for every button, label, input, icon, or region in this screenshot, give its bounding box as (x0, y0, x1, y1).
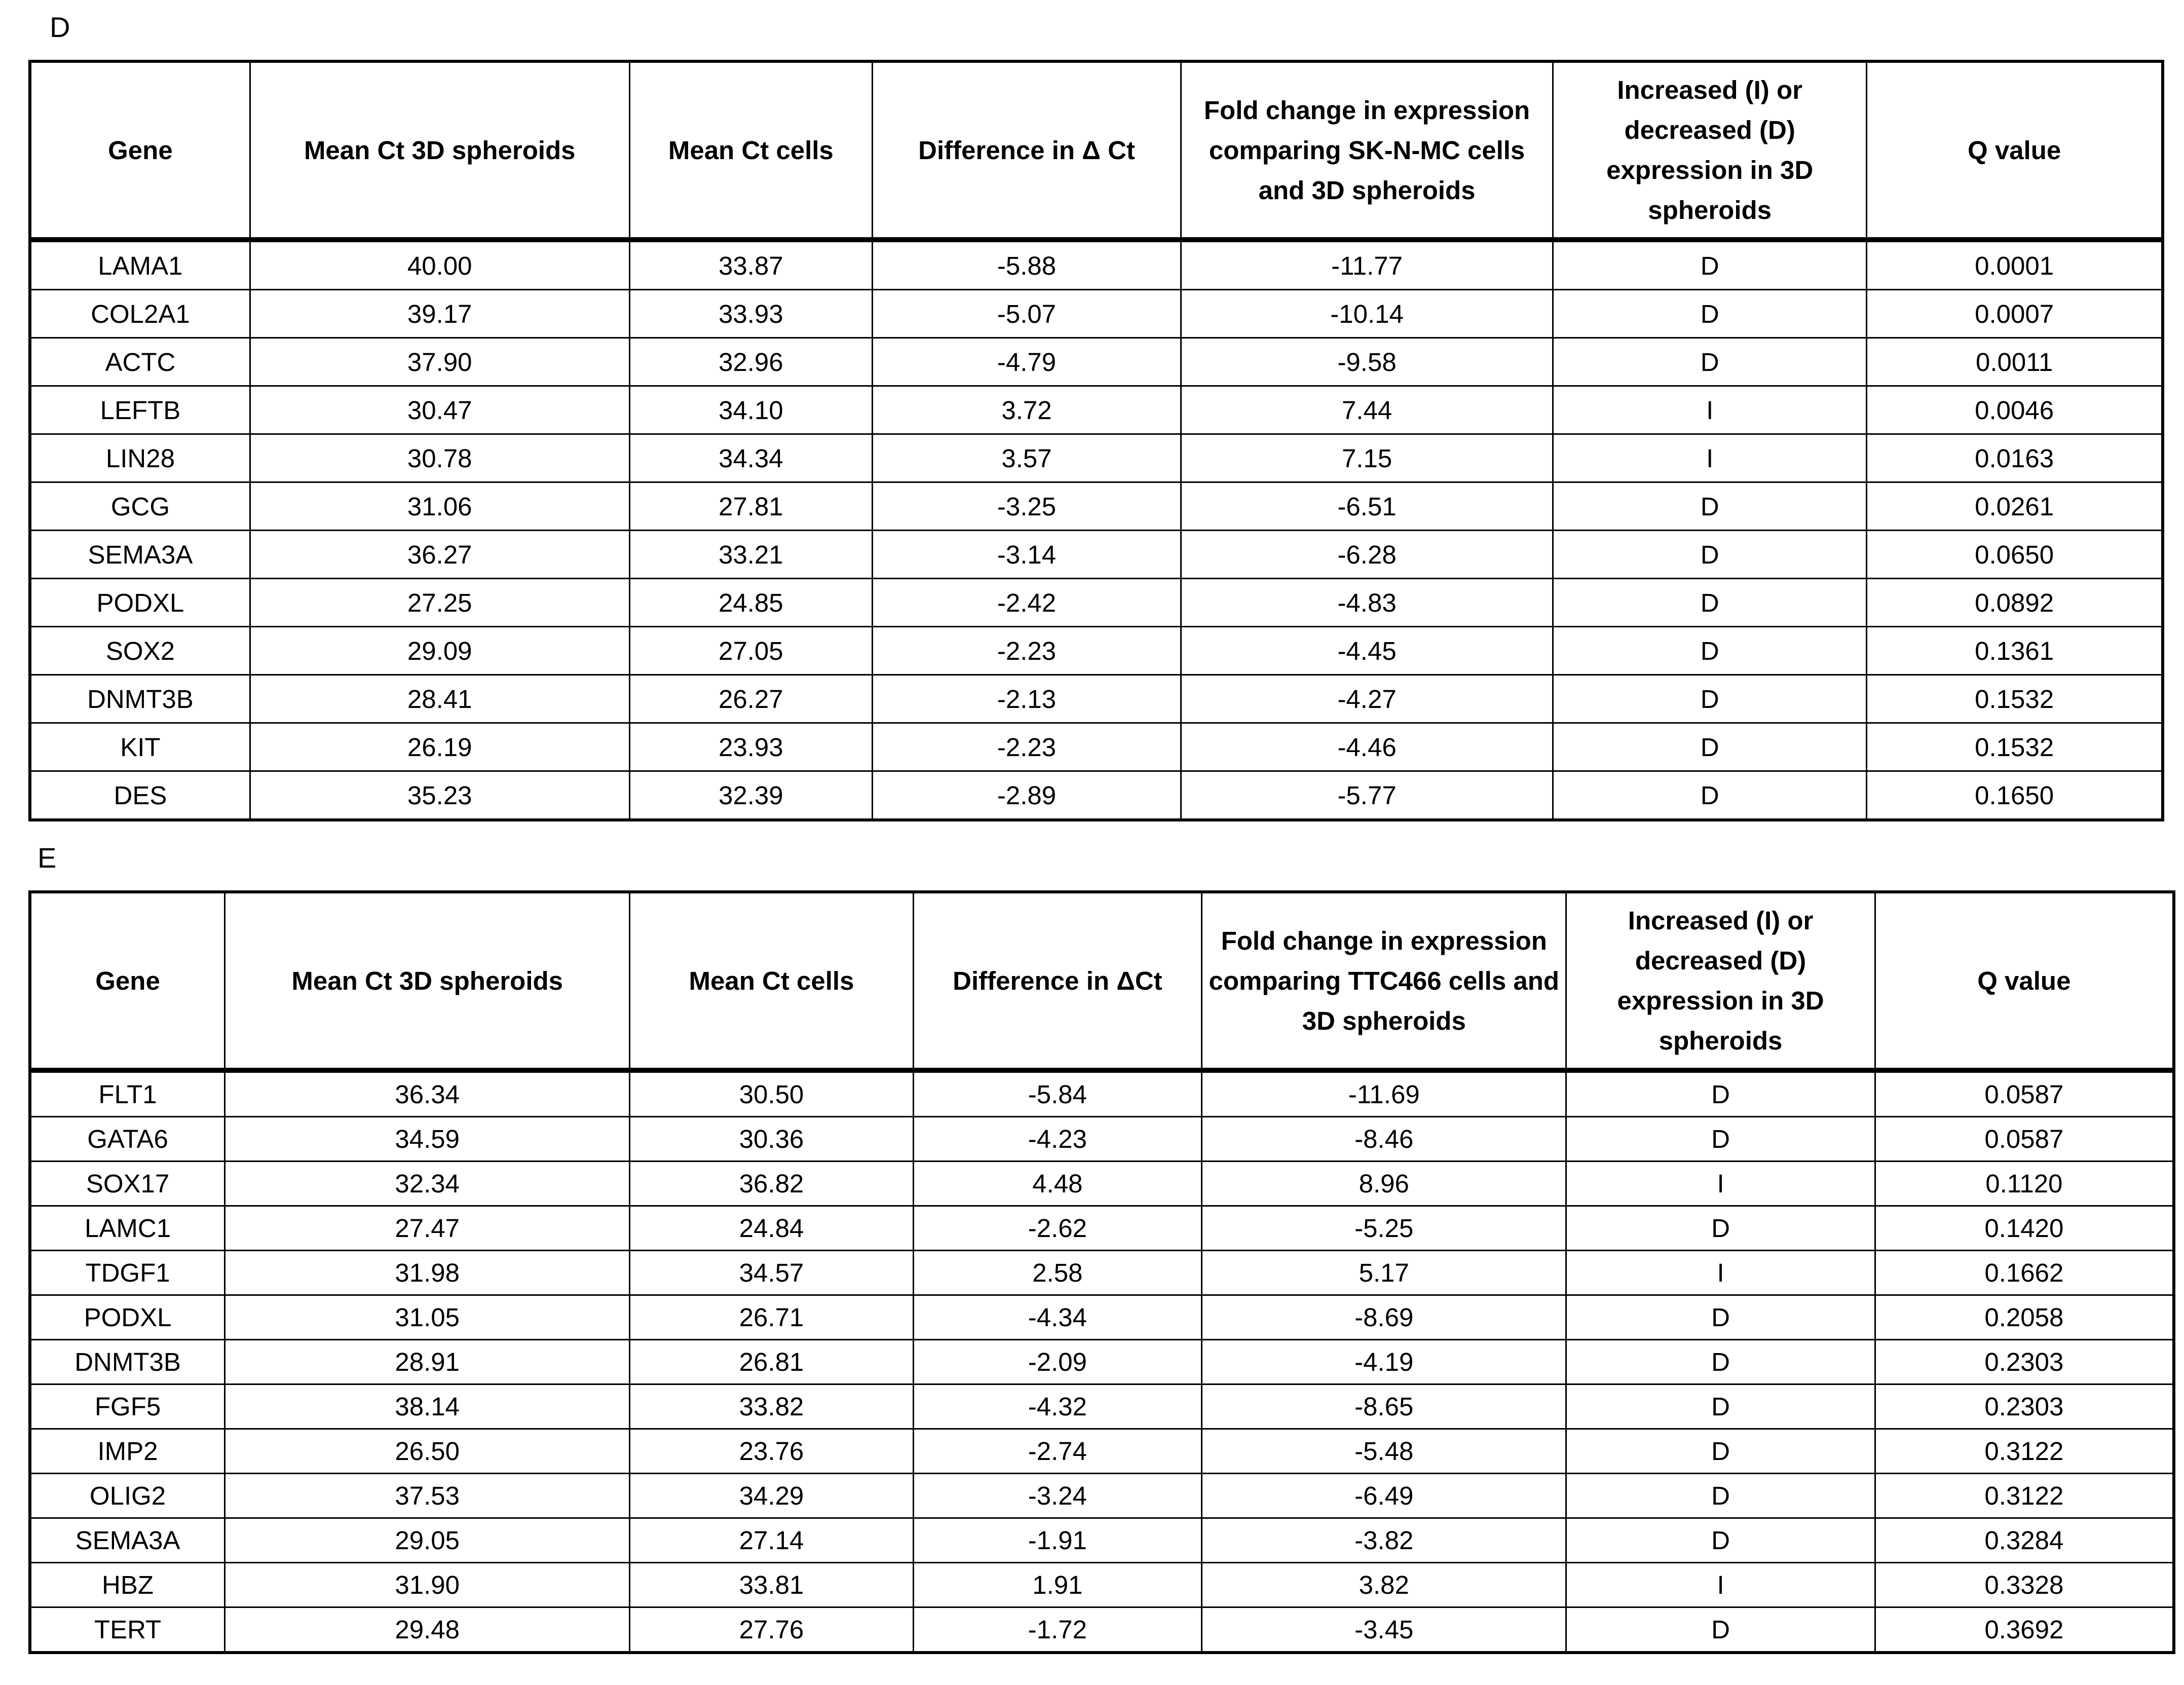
value-cell: 23.76 (630, 1429, 913, 1474)
table-row (30, 1518, 2174, 1563)
value-cell: 27.81 (629, 482, 872, 531)
value-cell: -9.58 (1181, 338, 1553, 386)
value-cell: I (1553, 434, 1867, 482)
value-cell: D (1553, 531, 1867, 579)
value-cell: 34.57 (630, 1251, 913, 1295)
value-cell: -3.14 (873, 531, 1181, 579)
column-header: Mean Ct 3D spheroids (225, 892, 630, 1070)
value-cell: -4.83 (1181, 579, 1553, 627)
table-row (30, 579, 2163, 627)
column-header: Fold change in expression comparing TTC466 cells and 3D spheroids (1202, 892, 1566, 1070)
value-cell: 0.3284 (1875, 1518, 2174, 1563)
table-row (30, 627, 2163, 675)
value-cell: 7.15 (1181, 434, 1553, 482)
value-cell: 32.39 (629, 771, 872, 820)
value-cell: D (1553, 675, 1867, 723)
value-cell: 0.0261 (1867, 482, 2163, 531)
value-cell: 27.05 (629, 627, 872, 675)
value-cell: 27.76 (630, 1607, 913, 1653)
value-cell: 1.91 (913, 1563, 1201, 1607)
gene-name-cell: DES (30, 771, 250, 820)
value-cell: -4.34 (913, 1295, 1201, 1340)
value-cell: 34.59 (225, 1117, 630, 1162)
value-cell: 0.3328 (1875, 1563, 2174, 1607)
value-cell: -5.88 (873, 240, 1181, 290)
value-cell: 33.21 (629, 531, 872, 579)
gene-name-cell: KIT (30, 723, 250, 771)
gene-name-cell: SEMA3A (30, 1518, 225, 1563)
gene-name-cell: SOX17 (30, 1162, 225, 1206)
value-cell: 3.57 (873, 434, 1181, 482)
value-cell: -8.69 (1202, 1295, 1566, 1340)
value-cell: 0.1662 (1875, 1251, 2174, 1295)
panel-d (28, 13, 2166, 821)
value-cell: 24.85 (629, 579, 872, 627)
table-row (30, 1070, 2174, 1117)
value-cell: 36.27 (250, 531, 629, 579)
gene-name-cell: LAMC1 (30, 1206, 225, 1251)
column-header: Gene (30, 892, 225, 1070)
table-row (30, 1429, 2174, 1474)
value-cell: 31.90 (225, 1563, 630, 1607)
gene-name-cell: FLT1 (30, 1070, 225, 1117)
table-row (30, 386, 2163, 434)
value-cell: 0.0046 (1867, 386, 2163, 434)
value-cell: 0.0650 (1867, 531, 2163, 579)
value-cell: 28.41 (250, 675, 629, 723)
gene-name-cell: DNMT3B (30, 675, 250, 723)
value-cell: 0.1120 (1875, 1162, 2174, 1206)
gene-name-cell: SEMA3A (30, 531, 250, 579)
value-cell: 0.0587 (1875, 1070, 2174, 1117)
value-cell: 8.96 (1202, 1162, 1566, 1206)
value-cell: 30.36 (630, 1117, 913, 1162)
value-cell: -2.13 (873, 675, 1181, 723)
value-cell: 0.3122 (1875, 1474, 2174, 1518)
value-cell: 33.87 (629, 240, 872, 290)
value-cell: -4.46 (1181, 723, 1553, 771)
value-cell: -1.72 (913, 1607, 1201, 1653)
header-row (30, 61, 2163, 240)
gene-name-cell: LIN28 (30, 434, 250, 482)
value-cell: D (1566, 1070, 1875, 1117)
value-cell: -6.49 (1202, 1474, 1566, 1518)
panel-e-table-header (30, 892, 2174, 1070)
value-cell: D (1553, 482, 1867, 531)
table-row (30, 1206, 2174, 1251)
value-cell: 26.50 (225, 1429, 630, 1474)
value-cell: D (1566, 1607, 1875, 1653)
value-cell: D (1566, 1295, 1875, 1340)
value-cell: -8.65 (1202, 1384, 1566, 1429)
value-cell: I (1553, 386, 1867, 434)
value-cell: 31.06 (250, 482, 629, 531)
value-cell: D (1553, 771, 1867, 820)
gene-name-cell: ACTC (30, 338, 250, 386)
table-row (30, 1117, 2174, 1162)
value-cell: 0.0007 (1867, 290, 2163, 338)
value-cell: 27.25 (250, 579, 629, 627)
value-cell: D (1566, 1518, 1875, 1563)
value-cell: 0.0011 (1867, 338, 2163, 386)
value-cell: -2.74 (913, 1429, 1201, 1474)
gene-name-cell: LAMA1 (30, 240, 250, 290)
value-cell: -5.25 (1202, 1206, 1566, 1251)
column-header: Increased (I) or decreased (D) expression in 3D spheroids (1566, 892, 1875, 1070)
value-cell: 30.78 (250, 434, 629, 482)
value-cell: D (1553, 627, 1867, 675)
value-cell: 36.82 (630, 1162, 913, 1206)
value-cell: 0.1361 (1867, 627, 2163, 675)
value-cell: 29.09 (250, 627, 629, 675)
value-cell: -2.09 (913, 1340, 1201, 1384)
value-cell: 0.1532 (1867, 723, 2163, 771)
gene-name-cell: DNMT3B (30, 1340, 225, 1384)
value-cell: D (1566, 1206, 1875, 1251)
gene-name-cell: GCG (30, 482, 250, 531)
value-cell: D (1566, 1474, 1875, 1518)
panel-e-table (28, 890, 2175, 1654)
value-cell: 26.81 (630, 1340, 913, 1384)
value-cell: -4.79 (873, 338, 1181, 386)
value-cell: D (1566, 1340, 1875, 1384)
value-cell: -10.14 (1181, 290, 1553, 338)
value-cell: 0.3122 (1875, 1429, 2174, 1474)
column-header: Difference in Δ Ct (873, 61, 1181, 240)
value-cell: 0.2058 (1875, 1295, 2174, 1340)
value-cell: 31.05 (225, 1295, 630, 1340)
value-cell: 3.72 (873, 386, 1181, 434)
value-cell: 33.93 (629, 290, 872, 338)
column-header: Q value (1867, 61, 2163, 240)
table-row (30, 1474, 2174, 1518)
gene-name-cell: IMP2 (30, 1429, 225, 1474)
gene-name-cell: SOX2 (30, 627, 250, 675)
header-row (30, 892, 2174, 1070)
table-row (30, 338, 2163, 386)
value-cell: 3.82 (1202, 1563, 1566, 1607)
value-cell: 33.82 (630, 1384, 913, 1429)
table-row (30, 723, 2163, 771)
value-cell: 36.34 (225, 1070, 630, 1117)
value-cell: -5.77 (1181, 771, 1553, 820)
table-row (30, 1384, 2174, 1429)
value-cell: D (1566, 1429, 1875, 1474)
value-cell: 0.2303 (1875, 1340, 2174, 1384)
gene-name-cell: LEFTB (30, 386, 250, 434)
value-cell: 7.44 (1181, 386, 1553, 434)
column-header: Difference in ΔCt (913, 892, 1201, 1070)
value-cell: -3.24 (913, 1474, 1201, 1518)
gene-name-cell: PODXL (30, 1295, 225, 1340)
value-cell: -4.19 (1202, 1340, 1566, 1384)
value-cell: 26.71 (630, 1295, 913, 1340)
value-cell: 37.90 (250, 338, 629, 386)
gene-name-cell: COL2A1 (30, 290, 250, 338)
gene-name-cell: PODXL (30, 579, 250, 627)
value-cell: -4.32 (913, 1384, 1201, 1429)
value-cell: 0.1532 (1867, 675, 2163, 723)
value-cell: -6.51 (1181, 482, 1553, 531)
value-cell: -3.45 (1202, 1607, 1566, 1653)
value-cell: -5.07 (873, 290, 1181, 338)
value-cell: 0.0587 (1875, 1117, 2174, 1162)
table-row (30, 240, 2163, 290)
value-cell: -11.69 (1202, 1070, 1566, 1117)
value-cell: 34.10 (629, 386, 872, 434)
value-cell: 0.0001 (1867, 240, 2163, 290)
gene-name-cell: GATA6 (30, 1117, 225, 1162)
value-cell: 35.23 (250, 771, 629, 820)
value-cell: 32.34 (225, 1162, 630, 1206)
value-cell: -2.89 (873, 771, 1181, 820)
gene-name-cell: HBZ (30, 1563, 225, 1607)
value-cell: 30.47 (250, 386, 629, 434)
table-row (30, 675, 2163, 723)
table-row (30, 1563, 2174, 1607)
value-cell: 0.1420 (1875, 1206, 2174, 1251)
gene-name-cell: TERT (30, 1607, 225, 1653)
value-cell: -3.25 (873, 482, 1181, 531)
value-cell: 29.48 (225, 1607, 630, 1653)
value-cell: 34.34 (629, 434, 872, 482)
value-cell: -11.77 (1181, 240, 1553, 290)
table-row (30, 1340, 2174, 1384)
value-cell: 37.53 (225, 1474, 630, 1518)
value-cell: -3.82 (1202, 1518, 1566, 1563)
value-cell: 0.3692 (1875, 1607, 2174, 1653)
value-cell: -6.28 (1181, 531, 1553, 579)
gene-name-cell: FGF5 (30, 1384, 225, 1429)
gene-name-cell: OLIG2 (30, 1474, 225, 1518)
value-cell: 28.91 (225, 1340, 630, 1384)
value-cell: 27.47 (225, 1206, 630, 1251)
table-row (30, 531, 2163, 579)
value-cell: -4.27 (1181, 675, 1553, 723)
value-cell: 31.98 (225, 1251, 630, 1295)
panel-d-label: D (50, 11, 70, 43)
value-cell: -2.62 (913, 1206, 1201, 1251)
column-header: Increased (I) or decreased (D) expression in 3D spheroids (1553, 61, 1867, 240)
column-header: Gene (30, 61, 250, 240)
panel-d-table-header (30, 61, 2163, 240)
value-cell: -2.23 (873, 627, 1181, 675)
value-cell: -1.91 (913, 1518, 1201, 1563)
value-cell: D (1553, 338, 1867, 386)
value-cell: -4.23 (913, 1117, 1201, 1162)
value-cell: -2.42 (873, 579, 1181, 627)
panel-e-table-body (30, 1070, 2174, 1653)
table-row (30, 1162, 2174, 1206)
column-header: Fold change in expression comparing SK-N-MC cells and 3D spheroids (1181, 61, 1553, 240)
value-cell: 24.84 (630, 1206, 913, 1251)
panel-e-label: E (37, 842, 57, 874)
value-cell: 2.58 (913, 1251, 1201, 1295)
value-cell: 39.17 (250, 290, 629, 338)
value-cell: -5.48 (1202, 1429, 1566, 1474)
gene-name-cell: TDGF1 (30, 1251, 225, 1295)
value-cell: -4.45 (1181, 627, 1553, 675)
value-cell: 32.96 (629, 338, 872, 386)
value-cell: 26.19 (250, 723, 629, 771)
table-row (30, 1607, 2174, 1653)
value-cell: 34.29 (630, 1474, 913, 1518)
panel-d-table (28, 60, 2164, 821)
panel-d-table-body (30, 240, 2163, 820)
value-cell: 4.48 (913, 1162, 1201, 1206)
value-cell: D (1566, 1117, 1875, 1162)
value-cell: 40.00 (250, 240, 629, 290)
value-cell: 0.1650 (1867, 771, 2163, 820)
value-cell: 33.81 (630, 1563, 913, 1607)
panel-e (28, 844, 2166, 1654)
column-header: Mean Ct cells (630, 892, 913, 1070)
column-header: Mean Ct cells (629, 61, 872, 240)
value-cell: 0.0163 (1867, 434, 2163, 482)
value-cell: 0.0892 (1867, 579, 2163, 627)
table-row (30, 771, 2163, 820)
value-cell: -2.23 (873, 723, 1181, 771)
value-cell: D (1553, 723, 1867, 771)
value-cell: -8.46 (1202, 1117, 1566, 1162)
value-cell: 0.2303 (1875, 1384, 2174, 1429)
value-cell: D (1553, 290, 1867, 338)
table-row (30, 290, 2163, 338)
value-cell: 29.05 (225, 1518, 630, 1563)
value-cell: 26.27 (629, 675, 872, 723)
value-cell: 5.17 (1202, 1251, 1566, 1295)
value-cell: D (1566, 1384, 1875, 1429)
table-row (30, 1295, 2174, 1340)
value-cell: I (1566, 1251, 1875, 1295)
value-cell: -5.84 (913, 1070, 1201, 1117)
value-cell: D (1553, 579, 1867, 627)
value-cell: I (1566, 1563, 1875, 1607)
value-cell: 30.50 (630, 1070, 913, 1117)
value-cell: 38.14 (225, 1384, 630, 1429)
column-header: Mean Ct 3D spheroids (250, 61, 629, 240)
value-cell: I (1566, 1162, 1875, 1206)
value-cell: D (1553, 240, 1867, 290)
table-row (30, 1251, 2174, 1295)
value-cell: 23.93 (629, 723, 872, 771)
table-row (30, 434, 2163, 482)
value-cell: 27.14 (630, 1518, 913, 1563)
column-header: Q value (1875, 892, 2174, 1070)
table-row (30, 482, 2163, 531)
